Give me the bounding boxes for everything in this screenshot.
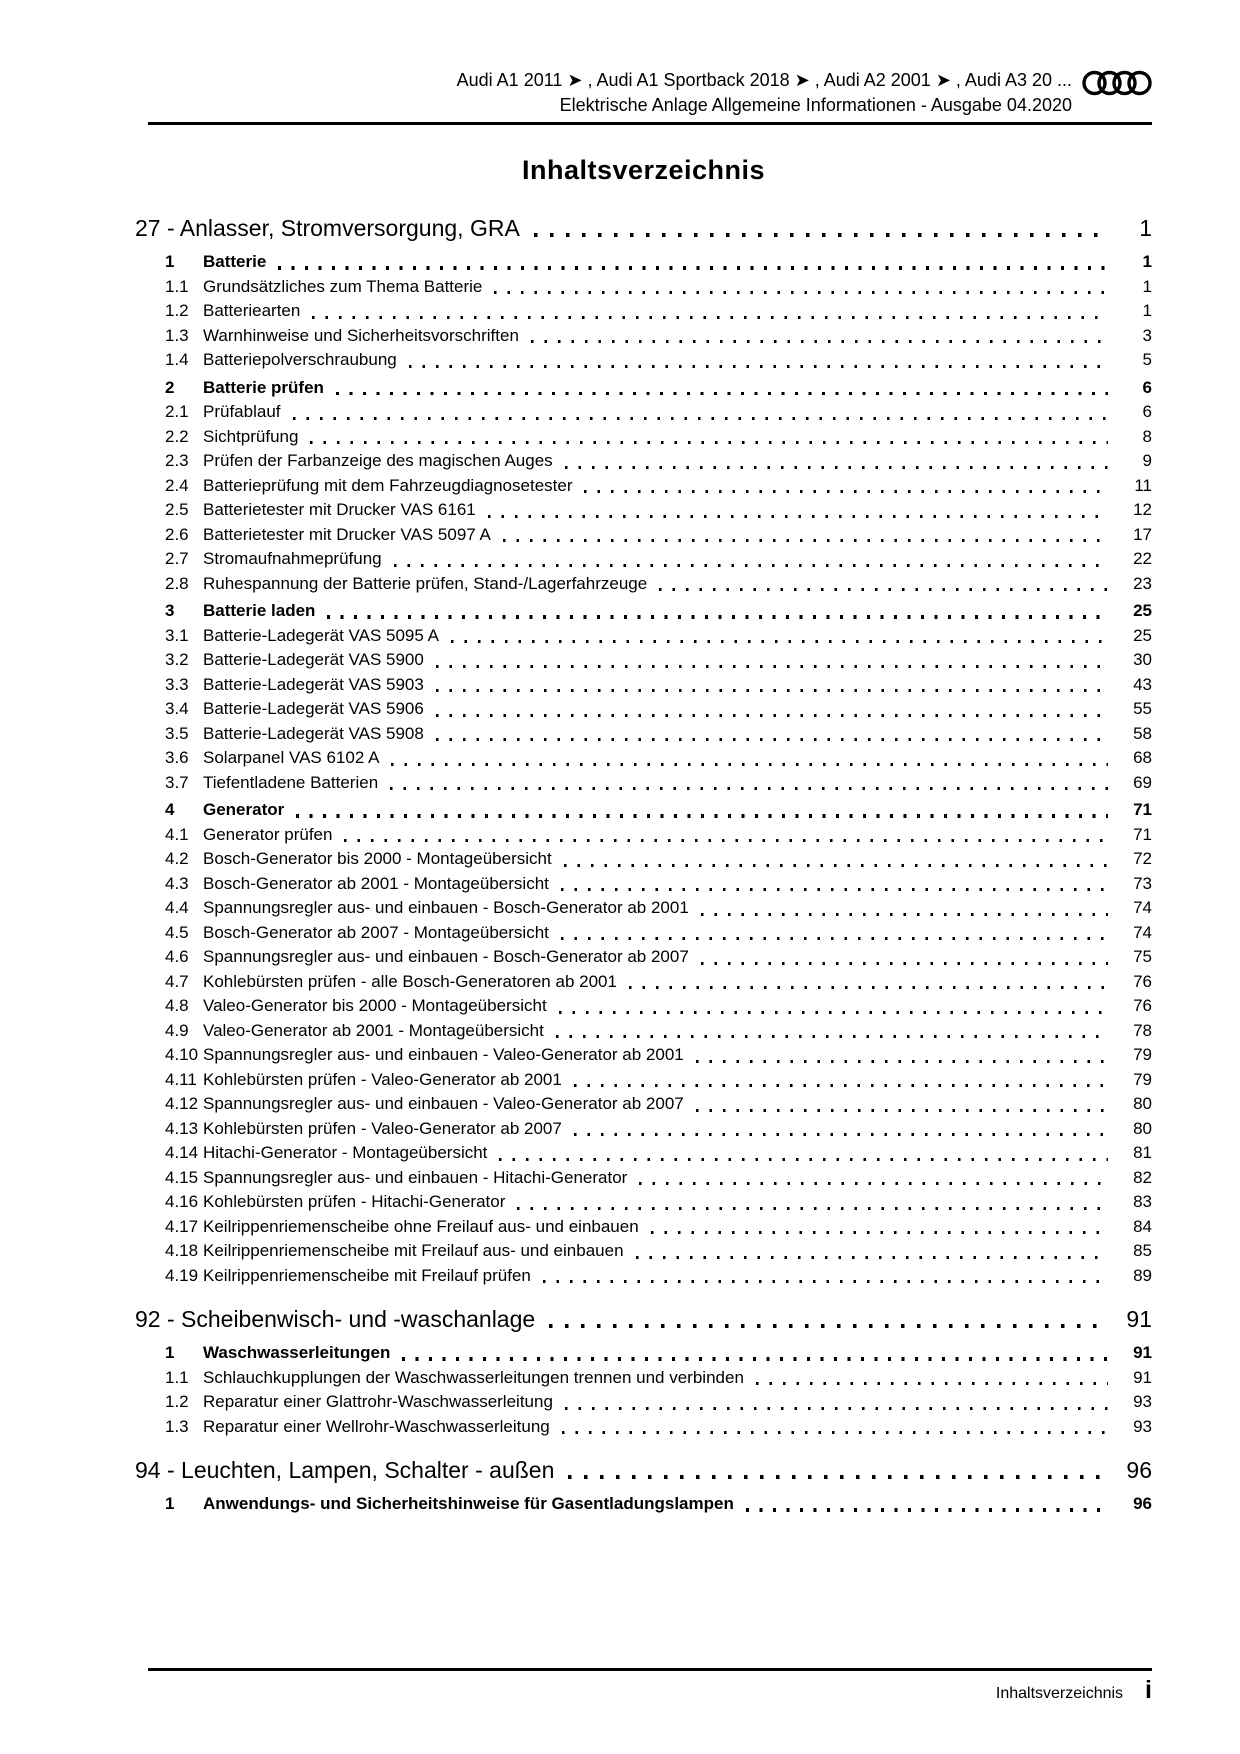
toc-section-row[interactable] [135,449,1152,474]
toc-section-number: 3.2 [165,650,189,669]
toc-page-number: 91 [1126,1306,1152,1332]
toc-section-number: 4.4 [165,898,189,917]
toc-section-row[interactable] [135,970,1152,995]
toc-section-title: Reparatur einer Glattrohr-Waschwasserleitung [203,1392,553,1411]
toc-page-number: 82 [1133,1167,1152,1187]
toc-chapter [135,1303,1152,1439]
toc-section-number: 1.3 [165,1416,189,1436]
toc-section-row[interactable] [135,324,1152,349]
toc-section-row[interactable] [135,1068,1152,1093]
toc-section-number: 4.14 [165,1143,199,1162]
footer-section-label: Inhaltsverzeichnis [995,1685,1124,1702]
toc-section-number: 2.3 [165,451,189,470]
toc-section-row[interactable] [135,823,1152,848]
toc-section-title: Valeo-Generator ab 2001 - Montageübersicht [203,1020,544,1040]
toc-section-title: Valeo-Generator bis 2000 - Montageübersicht [203,996,547,1015]
toc-section-title: Sichtprüfung [203,426,299,446]
dot-leader [390,787,1108,790]
toc-page-number: 58 [1133,723,1152,743]
toc-section-title: Batterie-Ladegerät VAS 5903 [203,674,424,694]
table-of-contents [135,212,1152,1517]
toc-section-row[interactable] [135,1264,1152,1289]
toc-section-row[interactable] [135,1215,1152,1240]
dot-leader [701,913,1108,916]
toc-section-number: 3.3 [165,674,189,694]
toc-section-number: 3.5 [165,723,189,743]
dot-leader [543,1280,1108,1283]
dot-leader [756,1382,1108,1385]
toc-section-row[interactable] [135,299,1152,324]
toc-section-number: 4.12 [165,1094,199,1113]
toc-page-number: 25 [1133,625,1152,645]
toc-section-title: Waschwasserleitungen [203,1343,391,1362]
toc-section-number: 2.5 [165,500,189,519]
toc-section-title: Batterie laden [203,601,316,620]
toc-section-title: Grundsätzliches zum Thema Batterie [203,276,483,296]
dot-leader [534,233,1106,237]
dot-leader [278,266,1108,269]
dot-leader [568,1475,1106,1479]
toc-section-number: 3.1 [165,625,189,645]
dot-leader [394,564,1108,567]
dot-leader [436,738,1108,741]
toc-chapter-sections [135,1341,1152,1439]
toc-section-title: Bosch-Generator ab 2007 - Montageübersicht [203,922,549,942]
dot-leader [531,340,1108,343]
toc-section-number: 3.4 [165,699,189,718]
toc-page-number: 3 [1142,325,1152,345]
dot-leader [556,1035,1108,1038]
toc-section-title: Tiefentladene Batterien [203,772,379,792]
dot-leader [344,839,1108,842]
dot-leader [746,1508,1108,1511]
toc-section-row[interactable] [135,425,1152,450]
toc-chapter [135,212,1152,1288]
toc-section-row[interactable] [135,896,1152,921]
toc-section-number: 4 [165,800,175,819]
toc-section-title: Schlauchkupplungen der Waschwasserleitungen trennen und verbinden [203,1367,744,1387]
toc-section-number: 1 [165,252,175,271]
toc-chapter-label: 94 - Leuchten, Lampen, Schalter - außen [135,1457,555,1483]
toc-page-number: 76 [1133,996,1152,1015]
toc-section-number: 4.15 [165,1167,199,1187]
header-rule [148,122,1152,125]
toc-section-title: Spannungsregler aus- und einbauen - Bosch-Generator ab 2001 [203,898,689,917]
dot-leader [327,615,1108,618]
toc-section-row[interactable] [135,921,1152,946]
toc-section-title: Ruhespannung der Batterie prüfen, Stand-/Lagerfahrzeuge [203,573,648,593]
dot-leader [565,466,1108,469]
toc-section-row[interactable] [135,798,1152,823]
toc-section-row[interactable] [135,994,1152,1019]
dot-leader [494,291,1108,294]
toc-section-number: 3.7 [165,772,189,792]
toc-section-title: Prüfablauf [203,402,281,421]
toc-section-number: 4.2 [165,849,189,868]
toc-section-title: Keilrippenriemenscheibe ohne Freilauf aus- und einbauen [203,1216,639,1236]
toc-page-number: 71 [1133,800,1152,819]
page-header [148,68,1152,125]
toc-section-title: Hitachi-Generator - Montageübersicht [203,1143,488,1162]
toc-section-title: Batterie-Ladegerät VAS 5908 [203,723,424,743]
toc-section-number: 2.2 [165,426,189,446]
dot-leader [312,316,1108,319]
toc-section-title: Solarpanel VAS 6102 A [203,748,380,767]
toc-section-row[interactable] [135,1190,1152,1215]
dot-leader [701,962,1108,965]
toc-section-number: 2.6 [165,524,189,544]
toc-section-title: Kohlebürsten prüfen - alle Bosch-Generatoren ab 2001 [203,971,617,991]
toc-section-row[interactable] [135,722,1152,747]
toc-section-title: Generator prüfen [203,824,333,844]
toc-page-number: 30 [1133,650,1152,669]
toc-section-title: Bosch-Generator ab 2001 - Montageübersicht [203,873,549,893]
toc-section-number: 4.8 [165,996,189,1015]
toc-page-number: 80 [1133,1118,1152,1138]
toc-section-row[interactable] [135,275,1152,300]
toc-section-number: 1.2 [165,301,189,320]
dot-leader [310,441,1108,444]
toc-section-number: 4.10 [165,1045,199,1064]
toc-section-number: 4.1 [165,824,189,844]
dot-leader [696,1060,1108,1063]
toc-page-number: 12 [1133,500,1152,519]
dot-leader [499,1158,1108,1161]
toc-section-row[interactable] [135,474,1152,499]
toc-section-title: Kohlebürsten prüfen - Hitachi-Generator [203,1192,506,1211]
toc-page-number: 91 [1133,1367,1152,1387]
toc-section-title: Kohlebürsten prüfen - Valeo-Generator ab 2007 [203,1118,562,1138]
toc-section-number: 4.9 [165,1020,189,1040]
toc-chapter-row[interactable] [135,1454,1152,1486]
dot-leader [636,1256,1108,1259]
toc-page-number: 6 [1142,402,1152,421]
footer-rule [148,1668,1152,1671]
toc-section-title: Spannungsregler aus- und einbauen - Hitachi-Generator [203,1167,628,1187]
dot-leader [574,1133,1108,1136]
toc-section-row[interactable] [135,1117,1152,1142]
toc-section-title: Spannungsregler aus- und einbauen - Valeo-Generator ab 2001 [203,1045,684,1064]
toc-section-title: Batterie-Ladegerät VAS 5906 [203,699,424,718]
toc-section-title: Prüfen der Farbanzeige des magischen Auges [203,451,553,470]
toc-page-number: 73 [1133,873,1152,893]
toc-section-row[interactable] [135,1341,1152,1366]
toc-page-number: 1 [1142,276,1152,296]
toc-section-row[interactable] [135,1390,1152,1415]
toc-section-number: 2.1 [165,402,189,421]
toc-page-number: 22 [1133,549,1152,568]
dot-leader [517,1207,1108,1210]
toc-page-number: 83 [1133,1192,1152,1211]
toc-section-row[interactable] [135,1043,1152,1068]
toc-section-row[interactable] [135,498,1152,523]
toc-section-row[interactable] [135,376,1152,401]
toc-section-number: 1.3 [165,325,189,345]
toc-section-number: 3.6 [165,748,189,767]
toc-page-number: 1 [1142,301,1152,320]
dot-leader [651,1231,1108,1234]
toc-page-number: 43 [1133,674,1152,694]
toc-section-row[interactable] [135,1092,1152,1117]
dot-leader [561,888,1108,891]
toc-page-number: 72 [1133,849,1152,868]
dot-leader [561,937,1108,940]
toc-page-number: 23 [1133,573,1152,593]
toc-section-number: 1.1 [165,1367,189,1387]
toc-page-number: 8 [1142,426,1152,446]
toc-section-title: Batteriearten [203,301,301,320]
toc-section-row[interactable] [135,624,1152,649]
toc-page-number: 1 [1142,252,1152,271]
dot-leader [451,640,1108,643]
header-doc-title: Elektrische Anlage Allgemeine Informationen - Ausgabe 04.2020 [559,95,1072,115]
dot-leader [391,763,1108,766]
toc-section-number: 4.18 [165,1241,199,1260]
toc-chapter-row[interactable] [135,1303,1152,1335]
toc-page-number: 89 [1133,1265,1152,1285]
footer-line [148,1677,1152,1703]
toc-section-row[interactable] [135,697,1152,722]
toc-page-number: 68 [1133,748,1152,767]
toc-chapter-label: 27 - Anlasser, Stromversorgung, GRA [135,215,520,241]
toc-section-row[interactable] [135,746,1152,771]
toc-page-number: 6 [1142,377,1152,397]
toc-section-title: Batterietester mit Drucker VAS 5097 A [203,524,491,544]
toc-section-title: Spannungsregler aus- und einbauen - Bosch-Generator ab 2007 [203,947,689,966]
toc-section-number: 1.1 [165,276,189,296]
toc-page-number: 93 [1133,1392,1152,1411]
toc-section-number: 4.17 [165,1216,199,1236]
toc-page-number: 91 [1133,1343,1152,1362]
toc-section-row[interactable] [135,872,1152,897]
toc-page-number: 76 [1133,971,1152,991]
toc-section-row[interactable] [135,1492,1152,1517]
toc-page-number: 80 [1133,1094,1152,1113]
toc-page-number: 74 [1133,922,1152,942]
toc-section-title: Bosch-Generator bis 2000 - Montageübersicht [203,849,552,868]
toc-page-number: 75 [1133,947,1152,966]
toc-section-title: Batterie prüfen [203,377,324,397]
dot-leader [488,515,1108,518]
toc-section-number: 4.11 [165,1069,197,1089]
toc-page-number: 5 [1142,350,1152,369]
page-title: Inhaltsverzeichnis [521,155,766,185]
toc-section-number: 1.4 [165,350,189,369]
toc-section-number: 2.4 [165,475,189,495]
dot-leader [436,714,1108,717]
toc-chapter-label: 92 - Scheibenwisch- und -waschanlage [135,1306,536,1332]
toc-page-number: 84 [1133,1216,1152,1236]
toc-section-title: Batteriepolverschraubung [203,350,397,369]
toc-chapter [135,1454,1152,1517]
toc-section-number: 4.13 [165,1118,199,1138]
toc-section-title: Batterieprüfung mit dem Fahrzeugdiagnosetester [203,475,573,495]
toc-section-row[interactable] [135,945,1152,970]
dot-leader [293,417,1109,420]
toc-section-title: Keilrippenriemenscheibe mit Freilauf prüfen [203,1265,531,1285]
toc-page-number: 9 [1142,451,1152,470]
toc-section-row[interactable] [135,847,1152,872]
toc-section-title: Reparatur einer Wellrohr-Waschwasserleitung [203,1416,550,1436]
dot-leader [659,588,1108,591]
toc-section-title: Batterie [203,252,267,271]
toc-chapter-sections [135,250,1152,1288]
toc-page-number: 78 [1133,1020,1152,1040]
toc-section-row[interactable] [135,1166,1152,1191]
toc-section-number: 1.2 [165,1392,189,1411]
toc-section-title: Batterietester mit Drucker VAS 6161 [203,500,476,519]
toc-section-title: Spannungsregler aus- und einbauen - Valeo-Generator ab 2007 [203,1094,684,1113]
toc-section-row[interactable] [135,1141,1152,1166]
toc-section-row[interactable] [135,1239,1152,1264]
dot-leader [296,814,1108,817]
dot-leader [402,1357,1108,1360]
toc-page-number: 1 [1139,215,1152,241]
audi-rings-logo [1082,69,1152,97]
toc-chapter-row[interactable] [135,212,1152,244]
dot-leader [336,392,1108,395]
toc-page-number: 25 [1133,601,1152,620]
toc-section-number: 4.16 [165,1192,199,1211]
page-footer [148,1664,1152,1703]
toc-page-number: 71 [1133,824,1152,844]
toc-page-number: 93 [1133,1416,1152,1436]
toc-section-number: 2.8 [165,573,189,593]
dot-leader [574,1084,1108,1087]
toc-section-title: Stromaufnahmeprüfung [203,549,382,568]
dot-leader [629,986,1108,989]
toc-page-number: 55 [1133,699,1152,718]
dot-leader [549,1324,1106,1328]
dot-leader [503,539,1108,542]
header-text-block [148,68,1152,118]
toc-section-number: 1 [165,1343,175,1362]
dot-leader [409,365,1108,368]
dot-leader [584,490,1108,493]
toc-section-row[interactable] [135,348,1152,373]
header-model-list: Audi A1 2011 ➤ , Audi A1 Sportback 2018 ➤ , Audi A2 2001 ➤ , Audi A3 20 ... [456,70,1072,90]
toc-page-number: 17 [1133,524,1152,544]
toc-section-number: 4.7 [165,971,189,991]
toc-page-number: 11 [1134,475,1152,495]
toc-section-row[interactable] [135,547,1152,572]
toc-page-number: 96 [1126,1457,1152,1483]
toc-section-number: 1 [165,1494,175,1513]
toc-page-number: 85 [1133,1241,1152,1260]
toc-section-row[interactable] [135,250,1152,275]
toc-chapter-sections [135,1492,1152,1517]
toc-page-number: 96 [1133,1494,1152,1513]
dot-leader [696,1109,1108,1112]
toc-section-row[interactable] [135,1415,1152,1440]
toc-section-title: Generator [203,800,285,819]
toc-section-number: 4.6 [165,947,189,966]
toc-section-row[interactable] [135,771,1152,796]
toc-section-row[interactable] [135,572,1152,597]
toc-section-number: 2 [165,377,175,397]
toc-section-row[interactable] [135,1019,1152,1044]
toc-section-row[interactable] [135,523,1152,548]
toc-section-row[interactable] [135,1366,1152,1391]
toc-section-title: Anwendungs- und Sicherheitshinweise für Gasentladungslampen [203,1494,734,1513]
toc-section-row[interactable] [135,400,1152,425]
toc-page-number: 74 [1133,898,1152,917]
dot-leader [559,1011,1108,1014]
toc-section-number: 4.19 [165,1265,199,1285]
toc-page-number: 79 [1133,1069,1152,1089]
toc-section-number: 4.3 [165,873,189,893]
toc-page-number: 79 [1133,1045,1152,1064]
dot-leader [565,1407,1108,1410]
toc-section-number: 3 [165,601,175,620]
toc-section-row[interactable] [135,673,1152,698]
toc-section-title: Keilrippenriemenscheibe mit Freilauf aus- und einbauen [203,1241,624,1260]
dot-leader [564,864,1108,867]
toc-section-number: 4.5 [165,922,189,942]
toc-section-title: Kohlebürsten prüfen - Valeo-Generator ab 2001 [203,1069,562,1089]
toc-section-row[interactable] [135,599,1152,624]
toc-section-number: 2.7 [165,549,189,568]
footer-page-number: i [1145,1676,1152,1704]
toc-page-number: 81 [1133,1143,1152,1162]
toc-section-title: Batterie-Ladegerät VAS 5900 [203,650,424,669]
toc-section-row[interactable] [135,648,1152,673]
dot-leader [562,1431,1108,1434]
toc-page-number: 69 [1133,772,1152,792]
dot-leader [436,689,1108,692]
dot-leader [436,665,1108,668]
dot-leader [639,1182,1108,1185]
toc-section-title: Batterie-Ladegerät VAS 5095 A [203,625,439,645]
toc-section-title: Warnhinweise und Sicherheitsvorschriften [203,325,519,345]
